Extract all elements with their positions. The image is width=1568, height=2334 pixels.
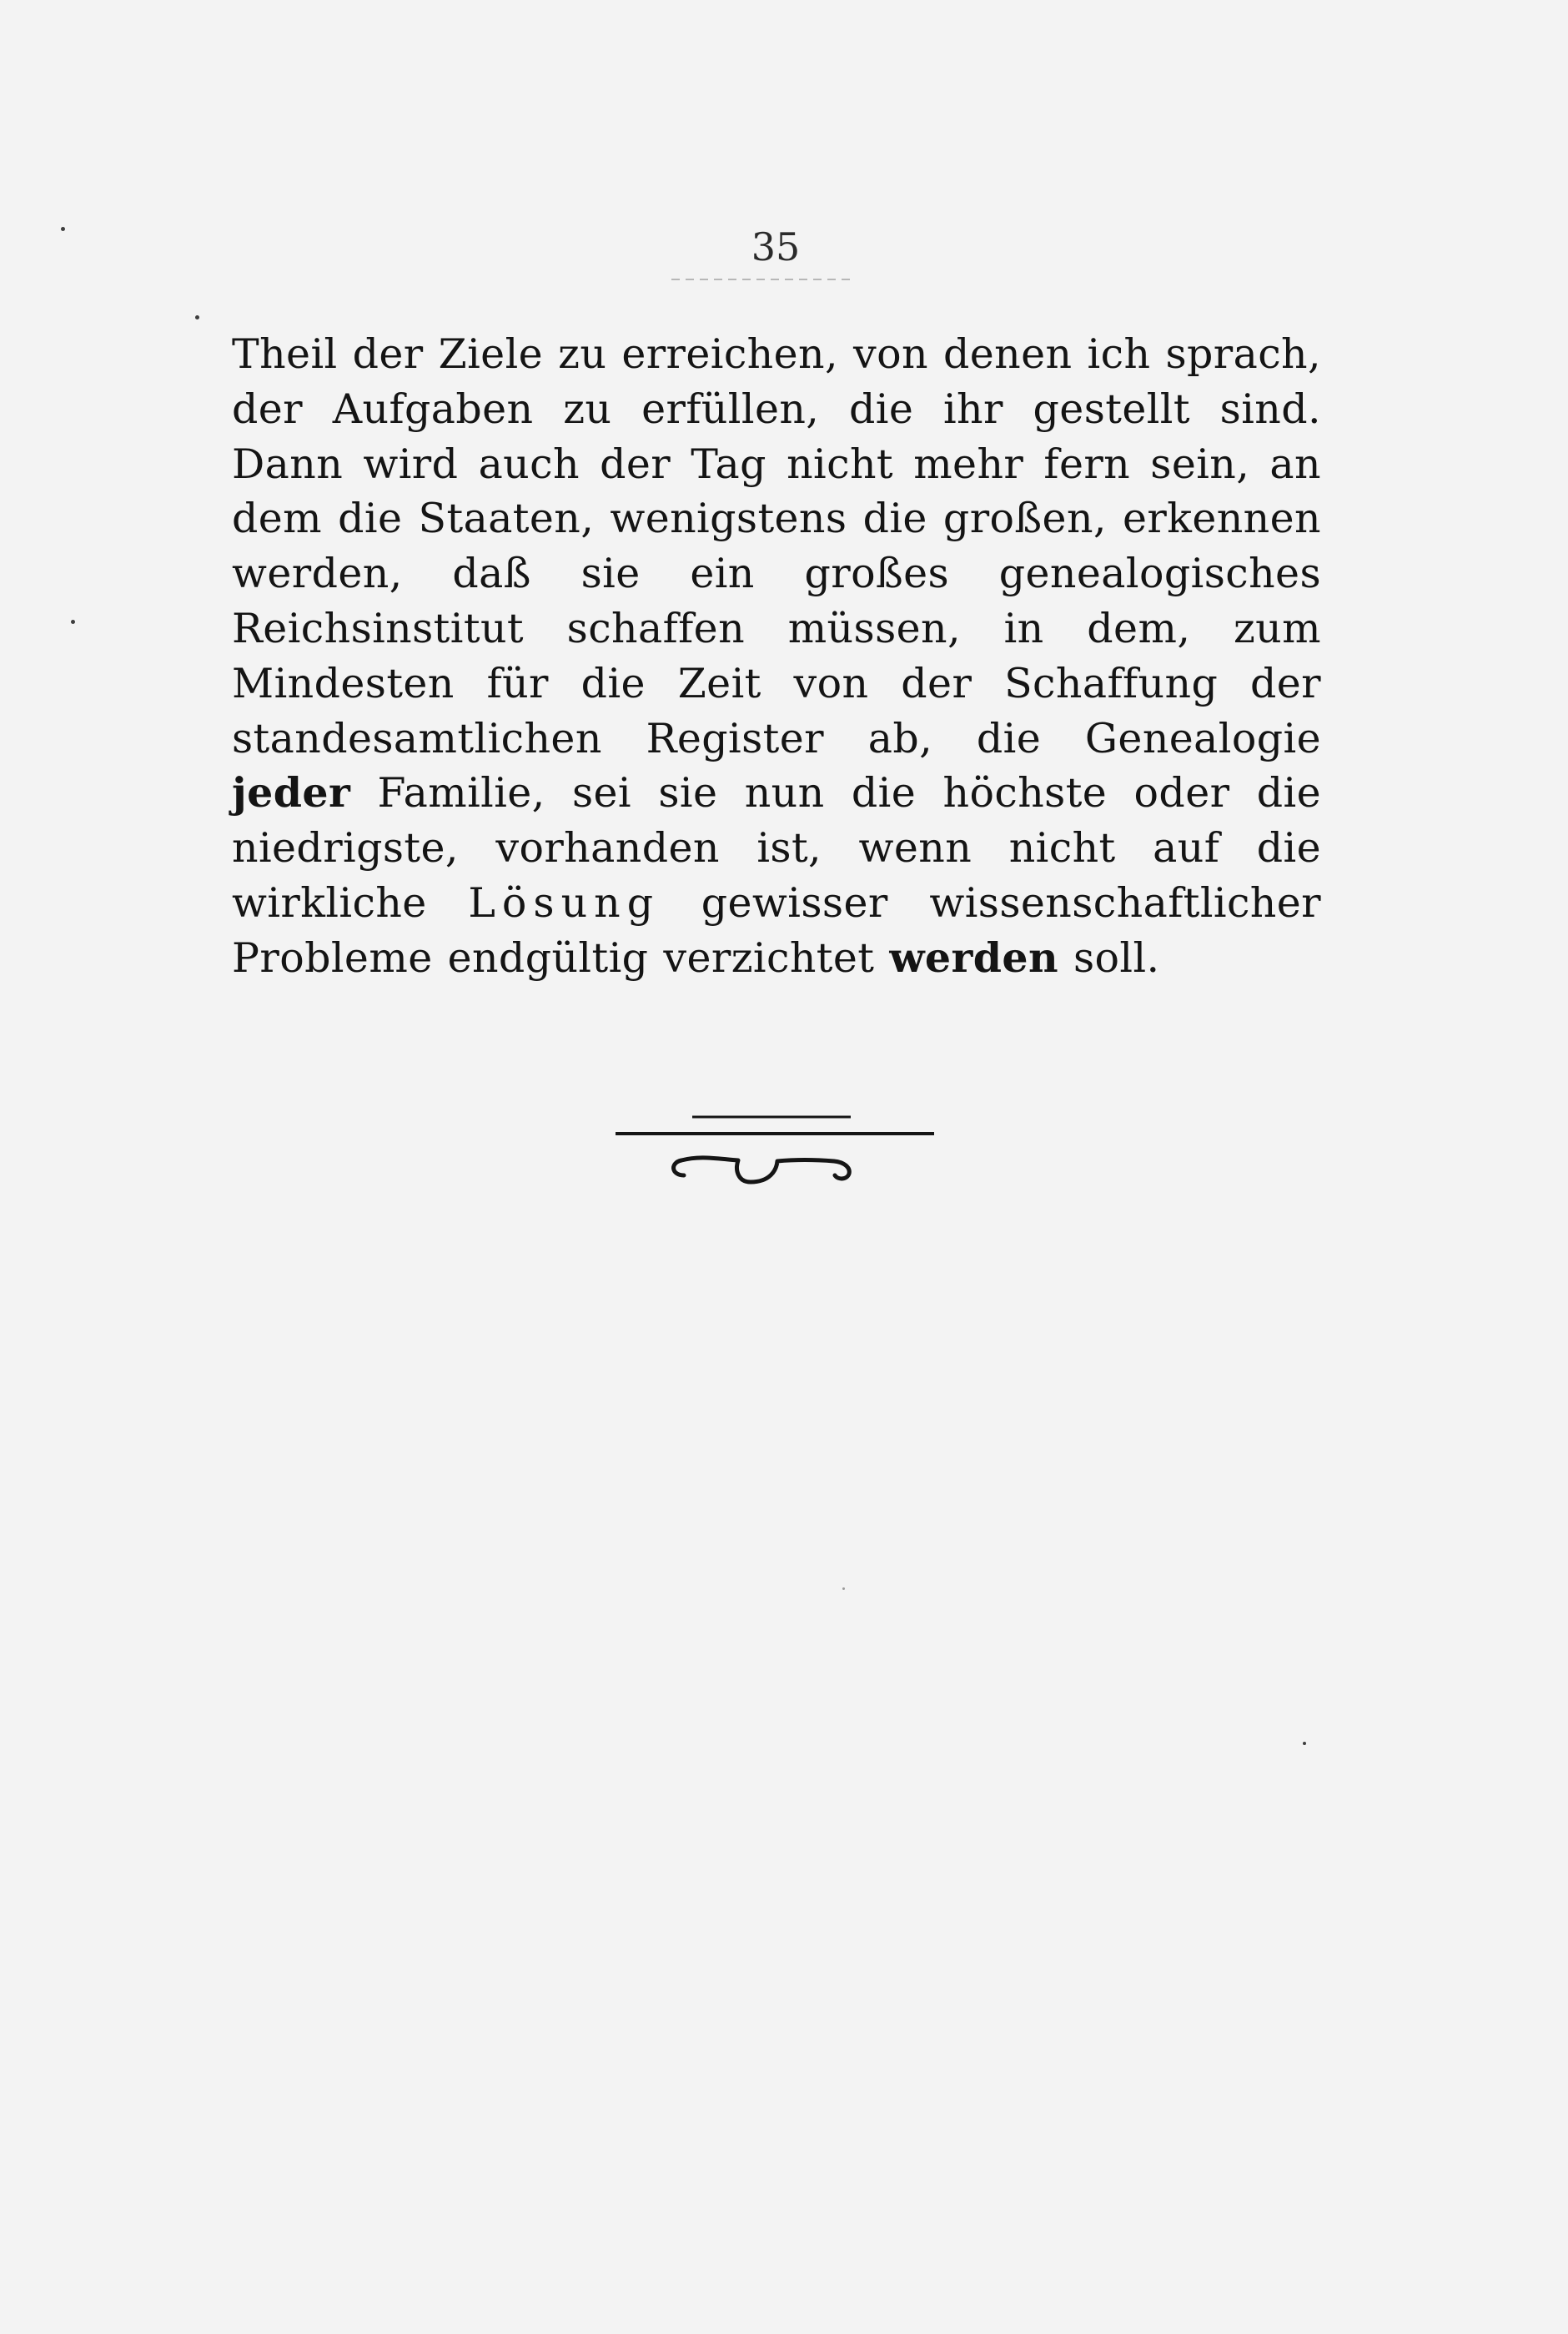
spaced-word-loesung: Lösung (468, 878, 661, 927)
paragraph-text: Familie, sei sie nun die höchste oder die niedrigste, vorhanden ist, wenn nicht auf die wirkliche (232, 769, 1321, 927)
scroll-flourish-icon (613, 1105, 938, 1193)
body-paragraph (232, 327, 1321, 986)
scan-speck (842, 1587, 845, 1590)
paragraph-text: Theil der Ziele zu erreichen, von denen ich sprach, der Aufgaben zu erfüllen, die ihr gestellt sind. Dann wird auch der Tag nicht mehr fern sein, an dem die Staaten, wenigstens die großen, erkennen werden, daß sie ein großes genealogisches Reichsinstitut schaffen müssen, in dem, zum Mindesten für die Zeit von der Schaffung der standesamtlichen Register ab, die Genealogie (232, 330, 1321, 762)
ornament-flourish (674, 1158, 850, 1182)
paragraph-text: soll. (1058, 933, 1160, 982)
emphasized-word-jeder: jeder (232, 768, 351, 817)
emphasized-word-werden: werden (889, 933, 1058, 982)
scan-speck (61, 227, 65, 231)
scan-speck (71, 620, 75, 624)
scan-speck (1303, 1742, 1306, 1745)
page-number: 35 (751, 224, 801, 269)
scan-speck (195, 315, 199, 319)
page-number-underline (671, 279, 855, 280)
paragraph-text: gewisser wissenschaftlicher Probleme endgültig verzichtet (232, 878, 1321, 982)
